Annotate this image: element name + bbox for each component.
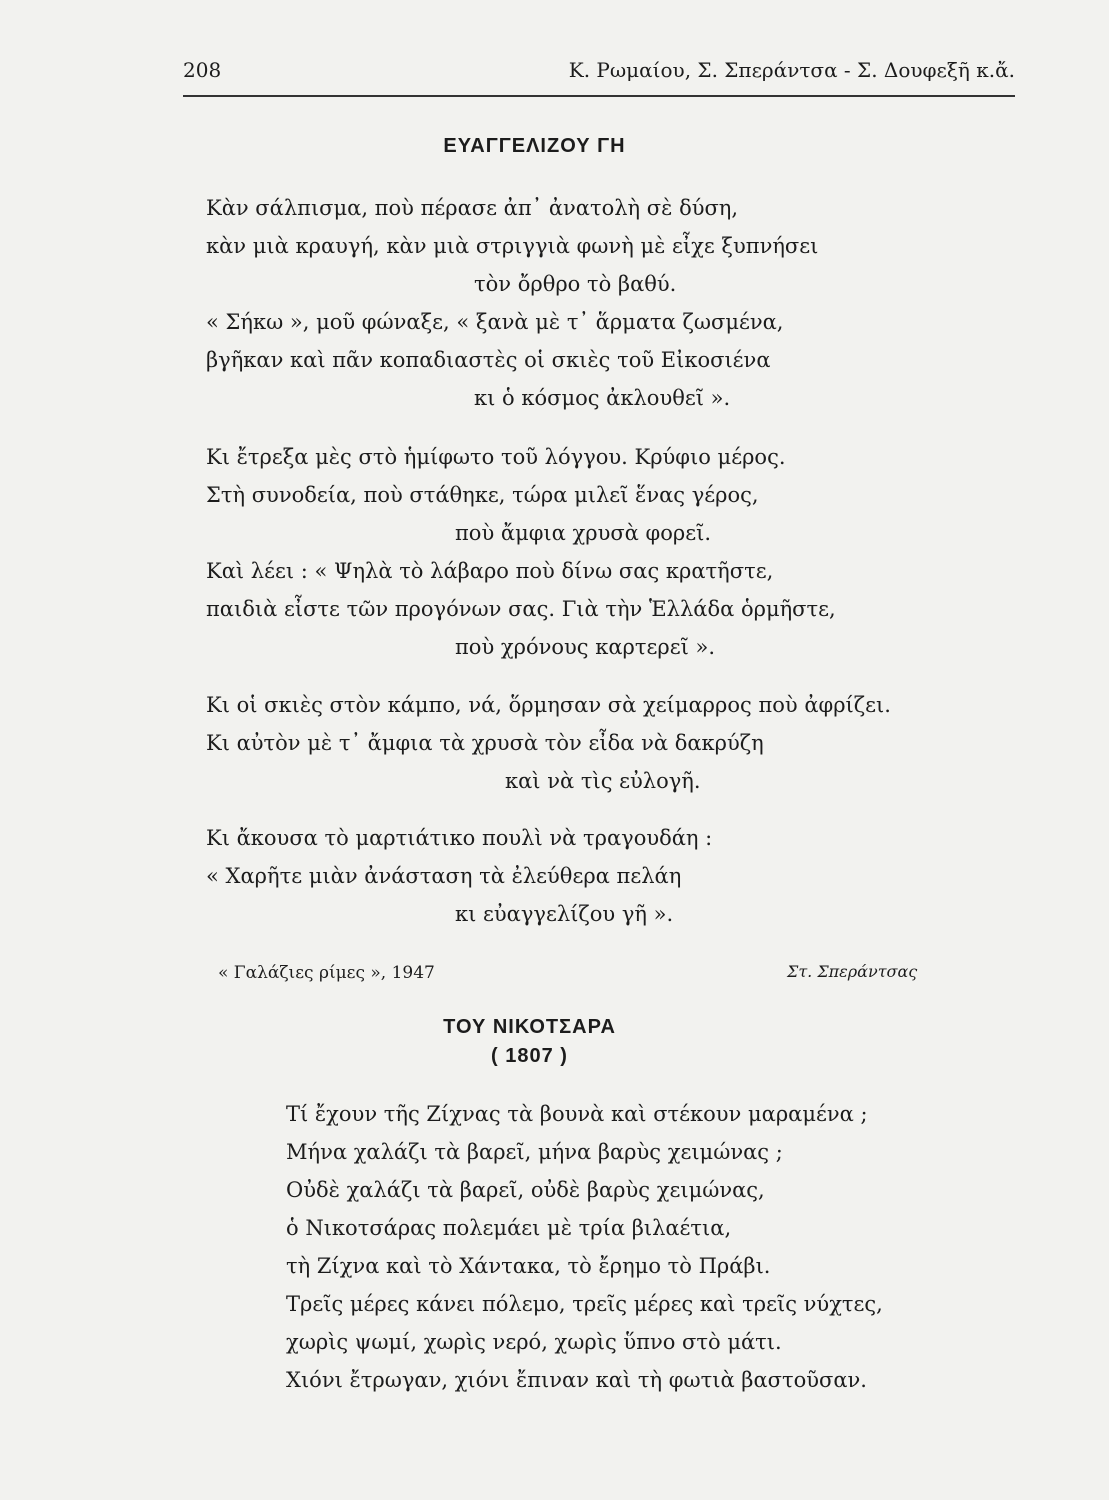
poem-line: Στὴ συνοδεία, ποὺ στάθηκε, τώρα μιλεῖ ἕνας γέρος, xyxy=(206,483,759,507)
poem-line: βγῆκαν καὶ πᾶν κοπαδιαστὲς οἱ σκιὲς τοῦ Εἰκοσιένα xyxy=(206,348,771,372)
page-header xyxy=(183,58,1015,92)
poem2-year: ( 1807 ) xyxy=(491,1045,568,1067)
poem-signature: Στ. Σπεράντσας xyxy=(787,962,918,981)
running-title: Κ. Ρωμαίου, Σ. Σπεράντσα - Σ. Δουφεξῆ κ.ἄ. xyxy=(568,58,1015,82)
poem-line: Κι ἄκουσα τὸ μαρτιάτικο πουλὶ νὰ τραγουδάη : xyxy=(206,826,713,850)
poem1-title: ΕΥΑΓΓΕΛΙΖΟΥ ΓΗ xyxy=(443,135,626,157)
poem-line: Μήνα χαλάζι τὰ βαρεῖ, μήνα βαρὺς χειμώνας ; xyxy=(286,1140,783,1164)
poem-line: ποὺ χρόνους καρτερεῖ ». xyxy=(455,635,716,659)
poem-line: χωρὶς ψωμί, χωρὶς νερό, χωρὶς ὕπνο στὸ μάτι. xyxy=(286,1330,782,1354)
header-rule xyxy=(183,95,1015,97)
poem-line: Τρεῖς μέρες κάνει πόλεμο, τρεῖς μέρες καὶ τρεῖς νύχτες, xyxy=(286,1292,883,1316)
poem-line: Καὶ λέει : « Ψηλὰ τὸ λάβαρο ποὺ δίνω σας κρατῆστε, xyxy=(206,559,774,583)
poem-line: Κι αὐτὸν μὲ τ᾽ ἄμφια τὰ χρυσὰ τὸν εἶδα νὰ δακρύζη xyxy=(206,731,764,755)
poem-line: κι ὁ κόσμος ἀκλουθεῖ ». xyxy=(474,386,731,410)
poem-line: κι εὐαγγελίζου γῆ ». xyxy=(455,902,674,926)
poem-line: Κι ἔτρεξα μὲς στὸ ἡμίφωτο τοῦ λόγγου. Κρύφιο μέρος. xyxy=(206,445,786,469)
poem-line: « Χαρῆτε μιὰν ἀνάσταση τὰ ἐλεύθερα πελάη xyxy=(206,864,682,888)
poem-line: Κὰν σάλπισμα, ποὺ πέρασε ἀπ᾽ ἀνατολὴ σὲ δύση, xyxy=(206,196,739,220)
poem2-title: ΤΟΥ ΝΙΚΟΤΣΑΡΑ xyxy=(443,1016,616,1038)
poem-line: κὰν μιὰ κραυγή, κὰν μιὰ στριγγιὰ φωνὴ μὲ εἶχε ξυπνήσει xyxy=(206,234,819,258)
poem-line: Οὐδὲ χαλάζι τὰ βαρεῖ, οὐδὲ βαρὺς χειμώνας, xyxy=(286,1178,765,1202)
poem-line: « Σήκω », μοῦ φώναξε, « ξανὰ μὲ τ᾽ ἅρματα ζωσμένα, xyxy=(206,310,784,334)
poem-line: ὁ Νικοτσάρας πολεμάει μὲ τρία βιλαέτια, xyxy=(286,1216,732,1240)
poem-source: « Γαλάζιες ρίμες », 1947 xyxy=(218,963,435,983)
poem-line: Χιόνι ἔτρωγαν, χιόνι ἔπιναν καὶ τὴ φωτιὰ βαστοῦσαν. xyxy=(286,1368,867,1392)
poem-line: τὴ Ζίχνα καὶ τὸ Χάντακα, τὸ ἔρημο τὸ Πράβι. xyxy=(286,1254,771,1278)
poem-line: Κι οἱ σκιὲς στὸν κάμπο, νά, ὅρμησαν σὰ χείμαρρος ποὺ ἀφρίζει. xyxy=(206,693,891,717)
poem-line: τὸν ὄρθρο τὸ βαθύ. xyxy=(474,272,677,296)
poem-line: καὶ νὰ τὶς εὐλογῆ. xyxy=(505,769,701,793)
poem-line: ποὺ ἄμφια χρυσὰ φορεῖ. xyxy=(455,521,712,545)
poem-line: Τί ἔχουν τῆς Ζίχνας τὰ βουνὰ καὶ στέκουν μαραμένα ; xyxy=(286,1102,868,1126)
poem-line: παιδιὰ εἶστε τῶν προγόνων σας. Γιὰ τὴν Ἑλλάδα ὁρμῆστε, xyxy=(206,597,836,621)
page-number: 208 xyxy=(183,58,222,82)
